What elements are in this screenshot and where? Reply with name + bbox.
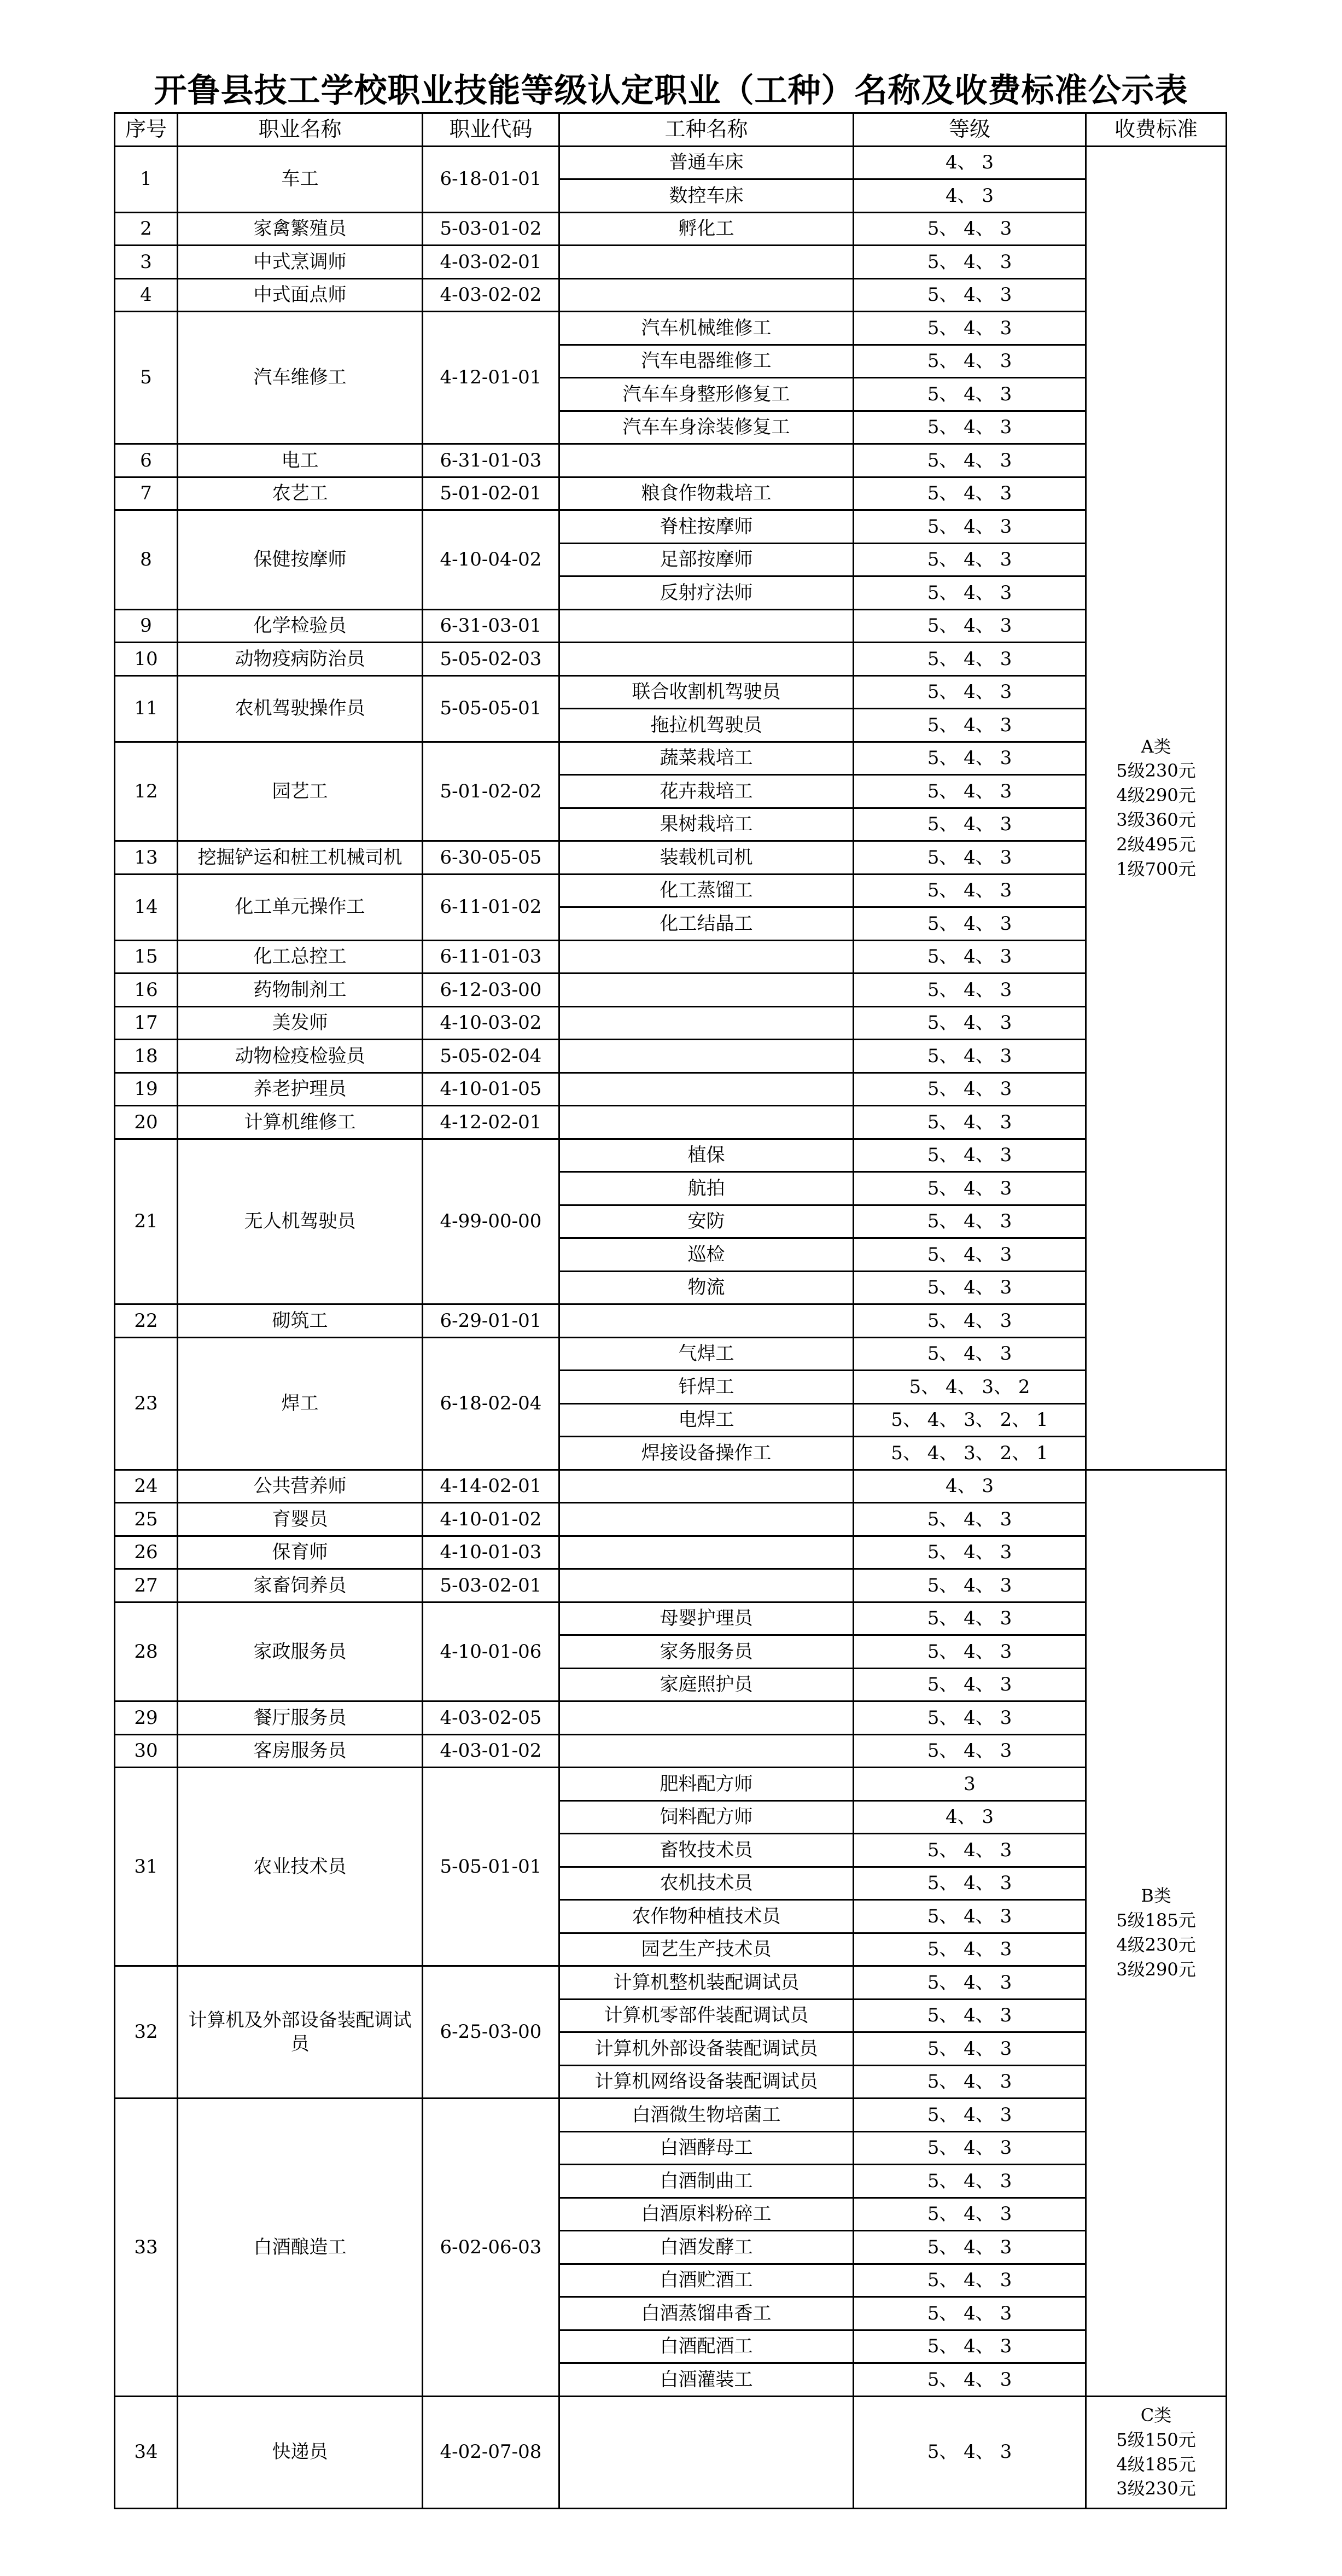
cell-level: 5、 4、 3 xyxy=(854,1271,1086,1304)
cell-work-type: 计算机零部件装配调试员 xyxy=(559,1999,854,2032)
cell-level: 4、 3 xyxy=(854,179,1086,213)
cell-work-type: 计算机网络设备装配调试员 xyxy=(559,2065,854,2099)
cell-level: 5、 4、 3 xyxy=(854,841,1086,875)
cell-level: 5、 4、 3 xyxy=(854,2363,1086,2397)
cell-work-type xyxy=(559,444,854,477)
cell-level: 5、 4、 3 xyxy=(854,643,1086,676)
table-row xyxy=(115,278,1227,312)
cell-no: 23 xyxy=(115,1337,178,1470)
cell-work-type: 化工结晶工 xyxy=(559,907,854,941)
cell-level: 5、 4、 3 xyxy=(854,1337,1086,1371)
cell-occupation-name: 无人机驾驶员 xyxy=(178,1139,423,1304)
table-row xyxy=(115,643,1227,676)
cell-occupation-code: 4-10-01-03 xyxy=(423,1536,559,1569)
cell-no: 25 xyxy=(115,1503,178,1536)
cell-work-type: 汽车机械维修工 xyxy=(559,312,854,345)
cell-level: 5、 4、 3 xyxy=(854,742,1086,775)
fee-table xyxy=(114,112,1227,2509)
cell-occupation-name: 动物疫病防治员 xyxy=(178,643,423,676)
cell-no: 22 xyxy=(115,1304,178,1338)
cell-level: 5、 4、 3 xyxy=(854,1205,1086,1238)
cell-no: 32 xyxy=(115,1966,178,2099)
cell-no: 4 xyxy=(115,278,178,312)
cell-level: 4、 3 xyxy=(854,1470,1086,1503)
cell-no: 2 xyxy=(115,212,178,246)
table-row xyxy=(115,609,1227,643)
header-occupation-name: 职业名称 xyxy=(178,113,423,147)
table-row xyxy=(115,444,1227,477)
cell-level: 4、 3 xyxy=(854,1800,1086,1834)
cell-occupation-code: 4-10-04-02 xyxy=(423,510,559,610)
cell-occupation-code: 6-12-03-00 xyxy=(423,974,559,1007)
cell-level: 5、 4、 3 xyxy=(854,312,1086,345)
cell-occupation-code: 4-10-01-06 xyxy=(423,1602,559,1701)
cell-work-type: 饲料配方师 xyxy=(559,1800,854,1834)
cell-level: 5、 4、 3 xyxy=(854,477,1086,510)
cell-level: 5、 4、 3 xyxy=(854,1933,1086,1966)
cell-work-type: 蔬菜栽培工 xyxy=(559,742,854,775)
cell-work-type: 白酒制曲工 xyxy=(559,2165,854,2198)
cell-occupation-name: 化学检验员 xyxy=(178,609,423,643)
table-row xyxy=(115,1337,1227,1371)
cell-level: 5、 4、 3 xyxy=(854,1569,1086,1602)
cell-work-type xyxy=(559,246,854,279)
cell-work-type: 白酒微生物培菌工 xyxy=(559,2099,854,2132)
cell-no: 7 xyxy=(115,477,178,510)
cell-occupation-code: 6-18-02-04 xyxy=(423,1337,559,1470)
cell-occupation-name: 农艺工 xyxy=(178,477,423,510)
cell-no: 27 xyxy=(115,1569,178,1602)
cell-level: 5、 4、 3 xyxy=(854,1536,1086,1569)
cell-level: 5、 4、 3、 2、 1 xyxy=(854,1403,1086,1437)
cell-work-type: 化工蒸馏工 xyxy=(559,874,854,907)
cell-level: 4、 3 xyxy=(854,146,1086,179)
cell-work-type xyxy=(559,1569,854,1602)
cell-work-type xyxy=(559,2396,854,2508)
cell-work-type: 白酒贮酒工 xyxy=(559,2264,854,2297)
cell-level: 5、 4、 3 xyxy=(854,1040,1086,1073)
table-row xyxy=(115,675,1227,709)
cell-occupation-name: 药物制剂工 xyxy=(178,974,423,1007)
table-row xyxy=(115,1503,1227,1536)
header-level: 等级 xyxy=(854,113,1086,147)
header-work-type: 工种名称 xyxy=(559,113,854,147)
cell-level: 5、 4、 3 xyxy=(854,2099,1086,2132)
cell-level: 5、 4、 3 xyxy=(854,1304,1086,1338)
table-row xyxy=(115,477,1227,510)
cell-no: 12 xyxy=(115,742,178,841)
cell-level: 5、 4、 3 xyxy=(854,278,1086,312)
cell-occupation-code: 4-10-01-02 xyxy=(423,1503,559,1536)
table-row xyxy=(115,312,1227,345)
cell-work-type xyxy=(559,278,854,312)
table-row xyxy=(115,212,1227,246)
cell-no: 28 xyxy=(115,1602,178,1701)
cell-level: 5、 4、 3 xyxy=(854,1701,1086,1735)
cell-work-type: 脊柱按摩师 xyxy=(559,510,854,544)
cell-work-type: 农机技术员 xyxy=(559,1867,854,1900)
cell-work-type: 汽车车身涂装修复工 xyxy=(559,411,854,444)
cell-level: 5、 4、 3 xyxy=(854,1668,1086,1701)
cell-level: 5、 4、 3 xyxy=(854,1834,1086,1867)
cell-work-type: 计算机整机装配调试员 xyxy=(559,1966,854,2000)
cell-occupation-code: 4-02-07-08 xyxy=(423,2396,559,2508)
cell-level: 5、 4、 3 xyxy=(854,1867,1086,1900)
cell-level: 5、 4、 3 xyxy=(854,907,1086,941)
cell-work-type: 普通车床 xyxy=(559,146,854,179)
cell-occupation-code: 4-03-01-02 xyxy=(423,1734,559,1768)
cell-occupation-code: 5-05-02-03 xyxy=(423,643,559,676)
cell-occupation-code: 6-31-03-01 xyxy=(423,609,559,643)
cell-level: 5、 4、 3 xyxy=(854,2032,1086,2066)
cell-work-type xyxy=(559,1006,854,1040)
cell-occupation-code: 6-29-01-01 xyxy=(423,1304,559,1338)
table-row xyxy=(115,841,1227,875)
cell-work-type: 白酒酵母工 xyxy=(559,2131,854,2165)
cell-no: 34 xyxy=(115,2396,178,2508)
cell-occupation-code: 6-30-05-05 xyxy=(423,841,559,875)
cell-work-type: 果树栽培工 xyxy=(559,808,854,841)
cell-occupation-code: 6-25-03-00 xyxy=(423,1966,559,2099)
cell-occupation-code: 4-99-00-00 xyxy=(423,1139,559,1304)
cell-level: 5、 4、 3 xyxy=(854,246,1086,279)
cell-occupation-code: 5-05-01-01 xyxy=(423,1768,559,1966)
cell-work-type xyxy=(559,1734,854,1768)
cell-level: 5、 4、 3 xyxy=(854,940,1086,974)
cell-level: 5、 4、 3 xyxy=(854,1073,1086,1106)
cell-work-type: 园艺生产技术员 xyxy=(559,1933,854,1966)
cell-occupation-code: 4-03-02-02 xyxy=(423,278,559,312)
cell-level: 5、 4、 3 xyxy=(854,974,1086,1007)
cell-no: 5 xyxy=(115,312,178,444)
cell-no: 10 xyxy=(115,643,178,676)
cell-occupation-code: 4-10-01-05 xyxy=(423,1073,559,1106)
cell-occupation-name: 计算机维修工 xyxy=(178,1106,423,1139)
cell-occupation-code: 4-14-02-01 xyxy=(423,1470,559,1503)
cell-work-type xyxy=(559,974,854,1007)
header-occupation-code: 职业代码 xyxy=(423,113,559,147)
cell-level: 5、 4、 3 xyxy=(854,808,1086,841)
cell-occupation-name: 农机驾驶操作员 xyxy=(178,675,423,742)
header-row xyxy=(115,113,1227,147)
table-row xyxy=(115,1569,1227,1602)
cell-work-type xyxy=(559,1536,854,1569)
cell-no: 15 xyxy=(115,940,178,974)
cell-work-type: 拖拉机驾驶员 xyxy=(559,709,854,742)
cell-work-type: 母婴护理员 xyxy=(559,1602,854,1635)
cell-occupation-name: 化工总控工 xyxy=(178,940,423,974)
cell-occupation-code: 5-01-02-01 xyxy=(423,477,559,510)
cell-occupation-name: 公共营养师 xyxy=(178,1470,423,1503)
cell-level: 5、 4、 3 xyxy=(854,2396,1086,2508)
cell-work-type xyxy=(559,1701,854,1735)
table-row xyxy=(115,1470,1227,1503)
cell-work-type: 农作物种植技术员 xyxy=(559,1900,854,1933)
table-row xyxy=(115,1768,1227,1801)
cell-occupation-name: 焊工 xyxy=(178,1337,423,1470)
cell-work-type xyxy=(559,1040,854,1073)
cell-level: 5、 4、 3 xyxy=(854,1503,1086,1536)
table-row xyxy=(115,874,1227,907)
cell-level: 5、 4、 3、 2、 1 xyxy=(854,1437,1086,1470)
cell-no: 14 xyxy=(115,874,178,940)
cell-occupation-code: 5-03-02-01 xyxy=(423,1569,559,1602)
cell-level: 5、 4、 3 xyxy=(854,1139,1086,1172)
cell-level: 5、 4、 3、 2 xyxy=(854,1371,1086,1404)
cell-occupation-code: 6-18-01-01 xyxy=(423,146,559,212)
cell-work-type xyxy=(559,940,854,974)
cell-level: 5、 4、 3 xyxy=(854,1734,1086,1768)
cell-level: 5、 4、 3 xyxy=(854,2264,1086,2297)
cell-work-type: 联合收割机驾驶员 xyxy=(559,675,854,709)
cell-work-type: 焊接设备操作工 xyxy=(559,1437,854,1470)
cell-level: 5、 4、 3 xyxy=(854,874,1086,907)
cell-no: 13 xyxy=(115,841,178,875)
cell-occupation-code: 6-11-01-02 xyxy=(423,874,559,940)
cell-no: 19 xyxy=(115,1073,178,1106)
cell-level: 5、 4、 3 xyxy=(854,2330,1086,2363)
cell-no: 30 xyxy=(115,1734,178,1768)
cell-occupation-name: 汽车维修工 xyxy=(178,312,423,444)
cell-work-type xyxy=(559,609,854,643)
table-row xyxy=(115,1139,1227,1172)
cell-level: 5、 4、 3 xyxy=(854,1999,1086,2032)
cell-no: 29 xyxy=(115,1701,178,1735)
page-title: 开鲁县技工学校职业技能等级认定职业（工种）名称及收费标准公示表 xyxy=(154,72,1188,110)
cell-level: 5、 4、 3 xyxy=(854,510,1086,544)
cell-occupation-name: 养老护理员 xyxy=(178,1073,423,1106)
cell-work-type: 物流 xyxy=(559,1271,854,1304)
cell-occupation-code: 4-03-02-05 xyxy=(423,1701,559,1735)
cell-occupation-name: 农业技术员 xyxy=(178,1768,423,1966)
table-row xyxy=(115,1536,1227,1569)
cell-work-type: 巡检 xyxy=(559,1238,854,1272)
table-row xyxy=(115,1304,1227,1338)
cell-fee-standard: C类 5级150元 4级185元 3级230元 xyxy=(1086,2396,1227,2508)
cell-work-type: 白酒配酒工 xyxy=(559,2330,854,2363)
cell-level: 5、 4、 3 xyxy=(854,345,1086,378)
cell-level: 5、 4、 3 xyxy=(854,1238,1086,1272)
cell-work-type: 家庭照护员 xyxy=(559,1668,854,1701)
cell-work-type xyxy=(559,643,854,676)
cell-occupation-name: 美发师 xyxy=(178,1006,423,1040)
cell-no: 11 xyxy=(115,675,178,742)
cell-work-type xyxy=(559,1106,854,1139)
cell-work-type: 孵化工 xyxy=(559,212,854,246)
cell-no: 18 xyxy=(115,1040,178,1073)
cell-level: 5、 4、 3 xyxy=(854,2198,1086,2231)
cell-level: 5、 4、 3 xyxy=(854,1635,1086,1669)
cell-work-type xyxy=(559,1304,854,1338)
cell-occupation-name: 家畜饲养员 xyxy=(178,1569,423,1602)
cell-occupation-name: 白酒酿造工 xyxy=(178,2099,423,2397)
cell-work-type: 花卉栽培工 xyxy=(559,775,854,808)
cell-work-type: 足部按摩师 xyxy=(559,543,854,576)
cell-work-type: 白酒灌装工 xyxy=(559,2363,854,2397)
cell-occupation-name: 家政服务员 xyxy=(178,1602,423,1701)
cell-no: 26 xyxy=(115,1536,178,1569)
table-row xyxy=(115,2099,1227,2132)
cell-level: 5、 4、 3 xyxy=(854,212,1086,246)
cell-occupation-name: 中式面点师 xyxy=(178,278,423,312)
cell-occupation-name: 餐厅服务员 xyxy=(178,1701,423,1735)
table-row xyxy=(115,146,1227,179)
cell-occupation-name: 家禽繁殖员 xyxy=(178,212,423,246)
cell-no: 16 xyxy=(115,974,178,1007)
cell-level: 5、 4、 3 xyxy=(854,1172,1086,1205)
cell-work-type: 汽车车身整形修复工 xyxy=(559,378,854,411)
cell-no: 8 xyxy=(115,510,178,610)
cell-work-type: 白酒原料粉碎工 xyxy=(559,2198,854,2231)
cell-level: 5、 4、 3 xyxy=(854,1106,1086,1139)
table-row xyxy=(115,510,1227,544)
cell-occupation-name: 计算机及外部设备装配调试员 xyxy=(178,1966,423,2099)
cell-level: 5、 4、 3 xyxy=(854,1900,1086,1933)
cell-level: 5、 4、 3 xyxy=(854,378,1086,411)
table-row xyxy=(115,1073,1227,1106)
cell-occupation-name: 动物检疫检验员 xyxy=(178,1040,423,1073)
cell-level: 5、 4、 3 xyxy=(854,2065,1086,2099)
cell-occupation-name: 中式烹调师 xyxy=(178,246,423,279)
cell-work-type: 植保 xyxy=(559,1139,854,1172)
cell-work-type: 数控车床 xyxy=(559,179,854,213)
cell-occupation-code: 5-05-02-04 xyxy=(423,1040,559,1073)
table-row xyxy=(115,246,1227,279)
cell-work-type xyxy=(559,1503,854,1536)
cell-level: 5、 4、 3 xyxy=(854,1966,1086,2000)
cell-level: 5、 4、 3 xyxy=(854,2165,1086,2198)
cell-work-type: 畜牧技术员 xyxy=(559,1834,854,1867)
cell-work-type: 家务服务员 xyxy=(559,1635,854,1669)
cell-level: 5、 4、 3 xyxy=(854,1006,1086,1040)
cell-fee-standard: A类 5级230元 4级290元 3级360元 2级495元 1级700元 xyxy=(1086,146,1227,1470)
cell-level: 3 xyxy=(854,1768,1086,1801)
cell-work-type: 安防 xyxy=(559,1205,854,1238)
cell-level: 5、 4、 3 xyxy=(854,1602,1086,1635)
cell-level: 5、 4、 3 xyxy=(854,709,1086,742)
cell-occupation-code: 4-03-02-01 xyxy=(423,246,559,279)
cell-level: 5、 4、 3 xyxy=(854,2297,1086,2330)
cell-no: 6 xyxy=(115,444,178,477)
cell-work-type: 航拍 xyxy=(559,1172,854,1205)
cell-occupation-code: 5-05-05-01 xyxy=(423,675,559,742)
table-row xyxy=(115,1106,1227,1139)
cell-no: 33 xyxy=(115,2099,178,2397)
table-row xyxy=(115,1602,1227,1635)
header-no: 序号 xyxy=(115,113,178,147)
cell-work-type: 装载机司机 xyxy=(559,841,854,875)
table-row xyxy=(115,742,1227,775)
cell-no: 20 xyxy=(115,1106,178,1139)
cell-work-type: 白酒蒸馏串香工 xyxy=(559,2297,854,2330)
cell-level: 5、 4、 3 xyxy=(854,444,1086,477)
cell-work-type: 计算机外部设备装配调试员 xyxy=(559,2032,854,2066)
cell-occupation-name: 保健按摩师 xyxy=(178,510,423,610)
cell-occupation-code: 6-02-06-03 xyxy=(423,2099,559,2397)
cell-no: 3 xyxy=(115,246,178,279)
cell-occupation-code: 6-31-01-03 xyxy=(423,444,559,477)
cell-work-type: 钎焊工 xyxy=(559,1371,854,1404)
cell-occupation-name: 砌筑工 xyxy=(178,1304,423,1338)
cell-occupation-name: 挖掘铲运和桩工机械司机 xyxy=(178,841,423,875)
cell-work-type: 肥料配方师 xyxy=(559,1768,854,1801)
table-row xyxy=(115,1040,1227,1073)
cell-level: 5、 4、 3 xyxy=(854,609,1086,643)
cell-occupation-name: 车工 xyxy=(178,146,423,212)
cell-work-type: 白酒发酵工 xyxy=(559,2231,854,2264)
table-row xyxy=(115,2396,1227,2508)
cell-occupation-name: 客房服务员 xyxy=(178,1734,423,1768)
table-row xyxy=(115,1701,1227,1735)
cell-work-type: 反射疗法师 xyxy=(559,576,854,610)
cell-no: 31 xyxy=(115,1768,178,1966)
cell-level: 5、 4、 3 xyxy=(854,411,1086,444)
cell-level: 5、 4、 3 xyxy=(854,543,1086,576)
table-row xyxy=(115,1734,1227,1768)
cell-occupation-name: 园艺工 xyxy=(178,742,423,841)
cell-occupation-code: 4-12-01-01 xyxy=(423,312,559,444)
cell-work-type xyxy=(559,1470,854,1503)
cell-no: 24 xyxy=(115,1470,178,1503)
cell-occupation-code: 4-12-02-01 xyxy=(423,1106,559,1139)
cell-occupation-name: 电工 xyxy=(178,444,423,477)
cell-work-type: 电焊工 xyxy=(559,1403,854,1437)
table-row xyxy=(115,1966,1227,2000)
cell-occupation-code: 5-03-01-02 xyxy=(423,212,559,246)
cell-occupation-name: 保育师 xyxy=(178,1536,423,1569)
cell-level: 5、 4、 3 xyxy=(854,576,1086,610)
cell-fee-standard: B类 5级185元 4级230元 3级290元 xyxy=(1086,1470,1227,2396)
cell-occupation-code: 6-11-01-03 xyxy=(423,940,559,974)
cell-occupation-name: 化工单元操作工 xyxy=(178,874,423,940)
cell-work-type: 气焊工 xyxy=(559,1337,854,1371)
cell-work-type: 粮食作物栽培工 xyxy=(559,477,854,510)
cell-level: 5、 4、 3 xyxy=(854,775,1086,808)
cell-level: 5、 4、 3 xyxy=(854,2131,1086,2165)
header-fee: 收费标准 xyxy=(1086,113,1227,147)
cell-no: 21 xyxy=(115,1139,178,1304)
table-body xyxy=(115,146,1227,2508)
cell-occupation-name: 快递员 xyxy=(178,2396,423,2508)
cell-work-type xyxy=(559,1073,854,1106)
cell-occupation-name: 育婴员 xyxy=(178,1503,423,1536)
cell-level: 5、 4、 3 xyxy=(854,2231,1086,2264)
table-row xyxy=(115,1006,1227,1040)
table-row xyxy=(115,974,1227,1007)
cell-level: 5、 4、 3 xyxy=(854,675,1086,709)
cell-no: 1 xyxy=(115,146,178,212)
cell-no: 9 xyxy=(115,609,178,643)
cell-occupation-code: 5-01-02-02 xyxy=(423,742,559,841)
table-row xyxy=(115,940,1227,974)
cell-occupation-code: 4-10-03-02 xyxy=(423,1006,559,1040)
cell-work-type: 汽车电器维修工 xyxy=(559,345,854,378)
cell-no: 17 xyxy=(115,1006,178,1040)
